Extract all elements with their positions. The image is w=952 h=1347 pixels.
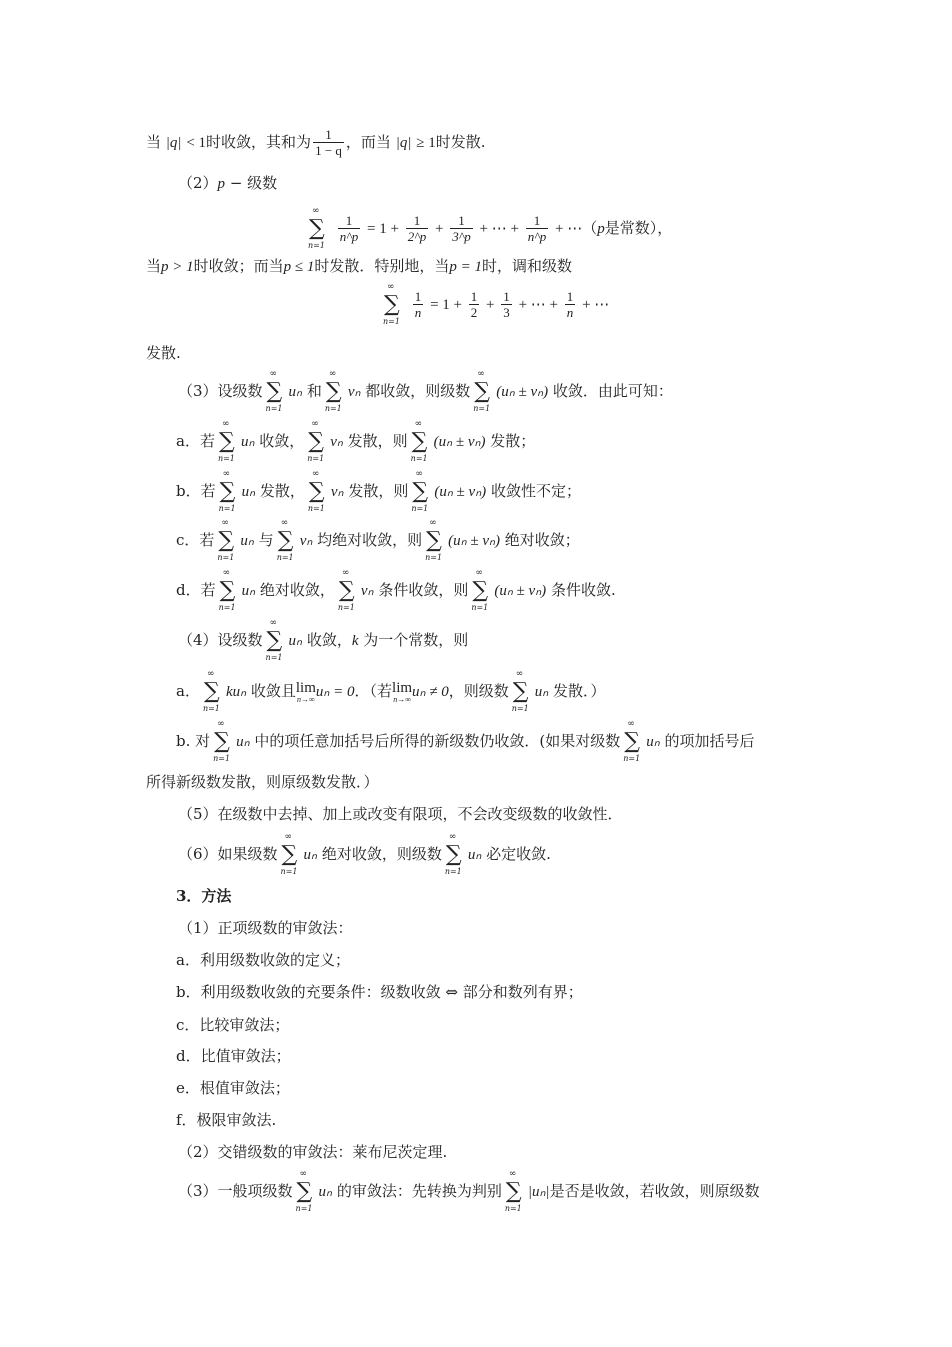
summation <box>424 518 446 562</box>
sigma-icon: ∑ <box>203 679 220 704</box>
fraction-1-over-1-minus-q <box>313 128 344 158</box>
line-continuation <box>146 771 379 793</box>
text: c．若 <box>176 531 215 549</box>
sigma-icon: ∑ <box>338 578 355 603</box>
math: (uₙ ± vₙ) <box>494 583 547 599</box>
text: f．极限审敛法. <box>176 1111 277 1129</box>
sigma-icon: ∑ <box>474 379 490 404</box>
summation <box>216 518 238 562</box>
summation <box>470 568 492 612</box>
math: uₙ <box>318 1184 333 1200</box>
summation <box>504 1169 526 1213</box>
sum-upper: ∞ <box>222 469 231 479</box>
math: < 1 <box>186 135 207 151</box>
summation <box>337 568 359 612</box>
sum-lower: n=1 <box>324 404 342 413</box>
sum-lower: n=1 <box>265 404 283 413</box>
text: 均绝对收敛，则 <box>317 531 423 549</box>
sigma-icon: ∑ <box>281 842 298 867</box>
math: uₙ <box>240 533 254 549</box>
text: 条件收敛. <box>550 581 616 599</box>
text: 时发散．特别地，当 <box>314 257 450 275</box>
method-1f <box>176 1109 276 1131</box>
summation <box>217 419 239 463</box>
text: 所得新级数发散，则原级数发散．） <box>146 773 379 791</box>
item-4 <box>178 618 469 662</box>
limit <box>392 680 412 704</box>
text: （3）设级数 <box>178 382 263 400</box>
sum-lower: n=1 <box>307 504 325 513</box>
sum-lower: n=1 <box>276 553 294 562</box>
denominator: n <box>414 305 422 320</box>
sum-upper: ∞ <box>515 669 524 679</box>
sum-lower: n=1 <box>623 754 641 763</box>
math: = 1 + <box>367 221 399 237</box>
fraction <box>406 214 428 244</box>
denominator: n <box>566 305 574 320</box>
sum-upper: ∞ <box>448 832 457 842</box>
text: （5）在级数中去掉、加上或改变有限项，不会改变级数的收敛性． <box>178 805 623 823</box>
text: 时收敛，其和为 <box>206 133 312 151</box>
sigma-icon: ∑ <box>384 292 400 317</box>
item-5 <box>178 803 623 825</box>
method-3 <box>178 1169 760 1213</box>
summation <box>410 419 432 463</box>
summation <box>472 369 494 413</box>
fraction <box>565 290 576 320</box>
numerator: 1 <box>406 214 428 229</box>
text: 的审敛法：先转换为判别 <box>336 1182 502 1200</box>
text: − 级数 <box>229 174 278 192</box>
summation <box>511 669 533 713</box>
line-diverges <box>146 342 181 364</box>
item-3c <box>176 518 580 562</box>
sum-upper: ∞ <box>477 369 485 379</box>
text: 时收敛；而当 <box>193 257 284 275</box>
sigma-icon: ∑ <box>325 379 342 404</box>
sum-upper: ∞ <box>222 568 231 578</box>
item-3a <box>176 419 536 463</box>
denominator: 2^p <box>407 229 427 244</box>
method-1d <box>176 1045 291 1067</box>
text: （6）如果级数 <box>178 845 278 863</box>
text: 时发散. <box>435 133 486 151</box>
text: 收敛性不定； <box>490 482 581 500</box>
sum-lower: n=1 <box>411 504 429 513</box>
denominator: 1 − q <box>315 143 342 158</box>
math: vₙ <box>347 384 361 400</box>
limit <box>296 680 316 704</box>
fraction <box>450 214 472 244</box>
sum-lower: n=1 <box>265 653 283 662</box>
sum-upper: ∞ <box>341 568 350 578</box>
math: ≥ 1 <box>416 135 436 151</box>
sum-upper: ∞ <box>221 419 230 429</box>
math: uₙ <box>303 847 318 863</box>
summation <box>265 618 287 662</box>
sum-lower: n=1 <box>218 603 236 612</box>
sum-upper: ∞ <box>414 419 423 429</box>
summation <box>212 719 234 763</box>
math: (uₙ ± vₙ) <box>496 384 549 400</box>
summation <box>307 206 329 250</box>
line-geometric-convergence <box>146 128 486 158</box>
sum-lower: n=1 <box>511 704 529 713</box>
summation <box>265 369 287 413</box>
summation <box>622 719 644 763</box>
summation <box>307 469 329 513</box>
text: b．若 <box>176 482 216 500</box>
text: 收敛， <box>259 432 305 450</box>
sum-upper: ∞ <box>311 469 320 479</box>
method-1e <box>176 1077 290 1099</box>
text: 发散， <box>259 482 305 500</box>
text: 发散．） <box>553 682 606 700</box>
method-1b <box>176 981 583 1003</box>
text: （4）设级数 <box>178 631 263 649</box>
math: + ⋯ <box>582 297 610 313</box>
numerator: 1 <box>450 214 472 229</box>
line-p-series-convergence <box>146 255 572 278</box>
sigma-icon: ∑ <box>445 842 462 867</box>
sum-upper: ∞ <box>311 419 319 429</box>
text: e．根值审敛法； <box>176 1079 290 1097</box>
math: (uₙ ± vₙ) <box>433 434 486 450</box>
sigma-icon: ∑ <box>512 679 529 704</box>
text: 收敛且 <box>250 682 296 700</box>
math: + ⋯（ <box>555 221 598 237</box>
sum-lower: n=1 <box>410 454 428 463</box>
math: uₙ <box>241 583 256 599</box>
math: vₙ <box>360 583 374 599</box>
summation <box>410 469 432 513</box>
denominator: 3^p <box>452 229 471 244</box>
numerator: 1 <box>566 289 574 304</box>
text: 绝对收敛； <box>504 531 580 549</box>
sigma-icon: ∑ <box>624 729 640 754</box>
summation <box>202 669 224 713</box>
math-abs-q: |q| <box>395 135 412 151</box>
formula-p-series <box>305 208 672 249</box>
sum-lower: n=1 <box>473 404 491 413</box>
math: uₙ <box>241 484 256 500</box>
text: 条件收敛，则 <box>378 581 469 599</box>
sigma-icon: ∑ <box>308 429 324 454</box>
sum-lower: n=1 <box>308 241 325 250</box>
text: 收敛， <box>306 631 352 649</box>
sum-lower: n=1 <box>383 317 400 326</box>
sum-upper: ∞ <box>299 1169 308 1179</box>
summation <box>218 469 240 513</box>
math: uₙ = 0 <box>315 684 355 700</box>
text: 必定收敛. <box>486 845 551 863</box>
math: vₙ <box>330 434 343 450</box>
text: a．利用级数收敛的定义； <box>176 951 350 969</box>
fraction <box>338 214 360 244</box>
text: 时，调和级数 <box>482 257 573 275</box>
math: (uₙ ± vₙ) <box>448 533 500 549</box>
math: uₙ <box>240 434 255 450</box>
text: c．比较审敛法； <box>176 1016 290 1034</box>
text: （1）正项级数的审敛法： <box>178 919 353 937</box>
text: a．若 <box>176 432 215 450</box>
section-heading-methods <box>176 885 231 907</box>
formula-harmonic-series <box>380 284 609 325</box>
denominator: n^p <box>339 229 359 244</box>
math: + <box>486 297 495 313</box>
item-4a <box>176 669 606 713</box>
sigma-icon: ∑ <box>412 479 429 504</box>
text: b. 对 <box>176 732 211 750</box>
sum-upper: ∞ <box>387 282 395 292</box>
sigma-icon: ∑ <box>472 578 489 603</box>
text: ，而当 <box>345 133 391 151</box>
sum-lower: n=1 <box>218 504 236 513</box>
math: p = 1 <box>449 259 483 275</box>
text: a． <box>176 682 200 700</box>
lim-text: lim <box>392 680 413 696</box>
item-3 <box>178 369 673 413</box>
sum-lower: n=1 <box>202 704 220 713</box>
math: |uₙ| <box>527 1184 550 1200</box>
lim-subscript: n→∞ <box>297 695 315 704</box>
summation <box>306 419 328 463</box>
summation <box>218 568 240 612</box>
math: = 1 + <box>430 297 462 313</box>
text: ，则级数 <box>448 682 509 700</box>
math-k: k <box>351 633 359 649</box>
sum-upper: ∞ <box>284 832 293 842</box>
text: 发散； <box>490 432 536 450</box>
lim-text: lim <box>295 680 316 696</box>
fraction <box>469 290 480 320</box>
numerator: 1 <box>503 289 510 304</box>
sigma-icon: ∑ <box>309 216 325 241</box>
sigma-icon: ∑ <box>426 528 442 553</box>
sum-lower: n=1 <box>217 454 235 463</box>
text: 收敛．由此可知： <box>552 382 673 400</box>
sum-lower: n=1 <box>444 867 462 876</box>
fraction <box>413 290 424 320</box>
sum-upper: ∞ <box>508 1169 517 1179</box>
math: vₙ <box>330 484 344 500</box>
math: + <box>435 221 444 237</box>
text: d．若 <box>176 581 216 599</box>
math: uₙ <box>288 633 303 649</box>
summation <box>444 832 466 876</box>
summation <box>295 1169 317 1213</box>
sum-upper: ∞ <box>280 518 289 528</box>
summation <box>324 369 346 413</box>
math: uₙ <box>467 847 482 863</box>
sum-lower: n=1 <box>280 867 298 876</box>
fraction <box>526 214 548 244</box>
summation <box>382 282 404 326</box>
sigma-icon: ∑ <box>266 379 283 404</box>
sigma-icon: ∑ <box>218 429 235 454</box>
numerator: 1 <box>313 128 344 143</box>
text: 3．方法 <box>176 887 232 905</box>
sigma-icon: ∑ <box>411 429 428 454</box>
text: ．（若 <box>354 682 393 700</box>
text: 与 <box>258 531 274 549</box>
method-1a <box>176 949 350 971</box>
sum-upper: ∞ <box>206 669 215 679</box>
sum-upper: ∞ <box>415 469 423 479</box>
sigma-icon: ∑ <box>266 628 283 653</box>
sum-upper: ∞ <box>475 568 483 578</box>
sum-upper: ∞ <box>217 719 225 729</box>
text: 发散，则 <box>347 432 408 450</box>
text: 是常数）， <box>604 219 673 237</box>
math: uₙ <box>534 684 549 700</box>
item-3d <box>176 568 616 612</box>
text: b．利用级数收敛的充要条件：级数收敛 ⇔ 部分和数列有界； <box>176 983 583 1001</box>
sigma-icon: ∑ <box>218 528 235 553</box>
sum-upper: ∞ <box>627 719 635 729</box>
sum-upper: ∞ <box>269 369 278 379</box>
heading-p-series <box>178 172 277 195</box>
math: (uₙ ± vₙ) <box>434 484 487 500</box>
sigma-icon: ∑ <box>277 528 294 553</box>
sum-lower: n=1 <box>504 1204 522 1213</box>
math: + ⋯ + <box>518 297 558 313</box>
text: 当 <box>146 133 162 151</box>
sum-upper: ∞ <box>328 369 337 379</box>
sum-upper: ∞ <box>221 518 229 528</box>
math: kuₙ <box>225 684 247 700</box>
text: d．比值审敛法； <box>176 1047 291 1065</box>
math: p ≤ 1 <box>283 259 315 275</box>
lim-subscript: n→∞ <box>393 695 411 704</box>
text: 当 <box>146 257 162 275</box>
text: 和 <box>306 382 322 400</box>
math-abs-q: |q| <box>165 135 182 151</box>
text: 发散. <box>146 344 181 362</box>
math: uₙ <box>288 384 303 400</box>
method-1c <box>176 1014 289 1036</box>
numerator: 1 <box>338 214 360 229</box>
numerator: 1 <box>526 214 548 229</box>
text: 的项加括号后 <box>664 732 755 750</box>
text: （2）交错级数的审敛法：莱布尼茨定理. <box>178 1143 448 1161</box>
sum-lower: n=1 <box>217 553 235 562</box>
text: 绝对收敛，则级数 <box>321 845 442 863</box>
sum-lower: n=1 <box>471 603 489 612</box>
sum-lower: n=1 <box>337 603 355 612</box>
sum-lower: n=1 <box>213 754 231 763</box>
math: vₙ <box>299 533 313 549</box>
sigma-icon: ∑ <box>308 479 325 504</box>
summation <box>276 518 298 562</box>
text: 是否是收敛，若收敛，则原级数 <box>549 1182 760 1200</box>
text: 中的项任意加括号后所得的新级数仍收敛．(如果对级数 <box>254 732 621 750</box>
text: 发散，则 <box>348 482 409 500</box>
text: 绝对收敛， <box>259 581 335 599</box>
math: uₙ <box>236 734 250 750</box>
sum-lower: n=1 <box>307 454 325 463</box>
item-4b <box>176 719 755 763</box>
fraction <box>501 290 512 320</box>
text: （2） <box>178 174 218 192</box>
denominator: n^p <box>527 229 547 244</box>
denominator: 3 <box>503 305 510 320</box>
numerator: 1 <box>470 289 478 304</box>
math-p: p <box>597 221 605 237</box>
sum-upper: ∞ <box>269 618 278 628</box>
sum-lower: n=1 <box>295 1204 313 1213</box>
sigma-icon: ∑ <box>219 578 236 603</box>
math: + ⋯ + <box>479 221 519 237</box>
sigma-icon: ∑ <box>214 729 230 754</box>
sum-upper: ∞ <box>312 206 320 216</box>
text: （3）一般项级数 <box>178 1182 293 1200</box>
text: 为一个常数，则 <box>363 631 469 649</box>
method-1 <box>178 917 353 939</box>
sigma-icon: ∑ <box>505 1179 522 1204</box>
method-2 <box>178 1141 447 1163</box>
math: p > 1 <box>161 259 194 275</box>
math: uₙ ≠ 0 <box>412 684 449 700</box>
denominator: 2 <box>470 305 478 320</box>
sum-lower: n=1 <box>425 553 443 562</box>
math-p: p <box>217 176 226 192</box>
math: uₙ <box>646 734 660 750</box>
numerator: 1 <box>414 289 422 304</box>
item-3b <box>176 469 581 513</box>
item-6 <box>178 832 551 876</box>
sigma-icon: ∑ <box>219 479 236 504</box>
text: 都收敛，则级数 <box>365 382 471 400</box>
sum-upper: ∞ <box>429 518 437 528</box>
summation <box>280 832 302 876</box>
sigma-icon: ∑ <box>296 1179 313 1204</box>
